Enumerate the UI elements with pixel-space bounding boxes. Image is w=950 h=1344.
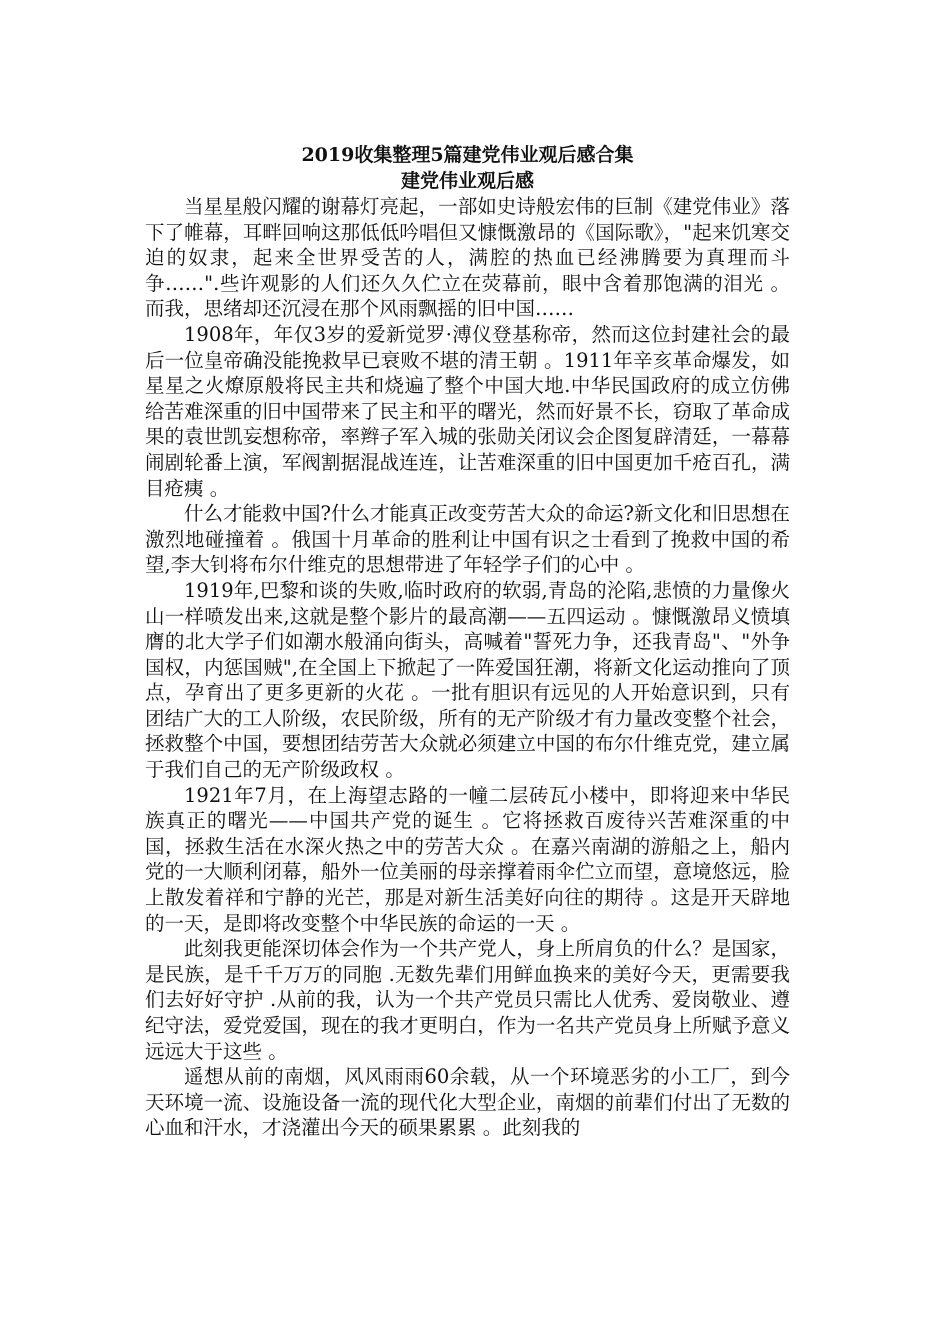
document-body — [145, 194, 790, 1141]
document-title: 2019收集整理5篇建党伟业观后感合集 — [301, 144, 634, 166]
paragraph: 1908年，年仅3岁的爱新觉罗·溥仪登基称帝，然而这位封建社会的最后一位皇帝确没能挽救早已衰败不堪的清王朝 。1911年辛亥革命爆发，如星星之火燎原般将民主共和烧遍了整个中国大地.中华民国政府的成立仿佛给苦难深重的旧中国带来了民主和平的曙光，然而好景不长，窃取了革命成果的袁世凯妄想称帝，率辫子军入城的张勋关闭议会企图复辟清廷，一幕幕闹剧轮番上演，军阀割据混战连连，让苦难深重的旧中国更加千疮百孔，满目疮痍 。 — [145, 322, 790, 500]
document-subtitle: 建党伟业观后感 — [400, 170, 534, 192]
paragraph: 1921年7月，在上海望志路的一幢二层砖瓦小楼中，即将迎来中华民族真正的曙光——中国共产党的诞生 。它将拯救百废待兴苦难深重的中国，拯救生活在水深火热之中的劳苦大众 。在嘉兴南湖的游船之上，船内党的一大顺利闭幕，船外一位美丽的母亲撑着雨伞伫立而望，意境悠远，脸上散发着祥和宁静的光芒，那是对新生活美好向往的期待 。这是开天辟地的一天，是即将改变整个中华民族的命运的一天 。 — [145, 783, 790, 935]
paragraph: 当星星般闪耀的谢幕灯亮起，一部如史诗般宏伟的巨制《建党伟业》落下了帷幕，耳畔回响这那低低吟唱但又慷慨激昂的《国际歌》，"起来饥寒交迫的奴隶，起来全世界受苦的人，满腔的热血已经沸腾要为真理而斗争……".些许观影的人们还久久伫立在荧幕前，眼中含着那饱满的泪光 。而我，思绪却还沉浸在那个风雨飘摇的旧中国…… — [145, 195, 790, 321]
paragraph: 遥想从前的南烟，风风雨雨60余载，从一个环境恶劣的小工厂，到今天环境一流、设施设备一流的现代化大型企业，南烟的前辈们付出了无数的心血和汗水，才浇灌出今天的硕果累累 。此刻我的 — [145, 1065, 790, 1140]
document-page — [145, 142, 790, 1141]
paragraph: 1919年,巴黎和谈的失败,临时政府的软弱,青岛的沦陷,悲愤的力量像火山一样喷发出来,这就是整个影片的最高潮——五四运动 。慷慨激昂义愤填膺的北大学子们如潮水般涌向街头，高喊着"誓死力争，还我青岛"、"外争国权，内惩国贼",在全国上下掀起了一阵爱国狂潮，将新文化运动推向了顶点，孕育出了更多更新的火花 。一批有胆识有远见的人开始意识到，只有团结广大的工人阶级，农民阶级，所有的无产阶级才有力量改变整个社会，拯救整个中国，要想团结劳苦大众就必须建立中国的布尔什维克党，建立属于我们自己的无产阶级政权 。 — [145, 578, 790, 782]
paragraph: 此刻我更能深切体会作为一个共产党人，身上所肩负的什么？是国家，是民族，是千千万万的同胞 .无数先辈们用鲜血换来的美好今天，更需要我们去好好守护 .从前的我，认为一个共产党员只需比人优秀、爱岗敬业、遵纪守法，爱党爱国，现在的我才更明白，作为一名共产党员身上所赋予意义远远大于这些 。 — [145, 937, 790, 1063]
paragraph: 什么才能救中国?什么才能真正改变劳苦大众的命运?新文化和旧思想在激烈地碰撞着 。俄国十月革命的胜利让中国有识之士看到了挽救中国的希望,李大钊将布尔什维克的思想带进了年轻学子们的心中 。 — [145, 502, 790, 577]
